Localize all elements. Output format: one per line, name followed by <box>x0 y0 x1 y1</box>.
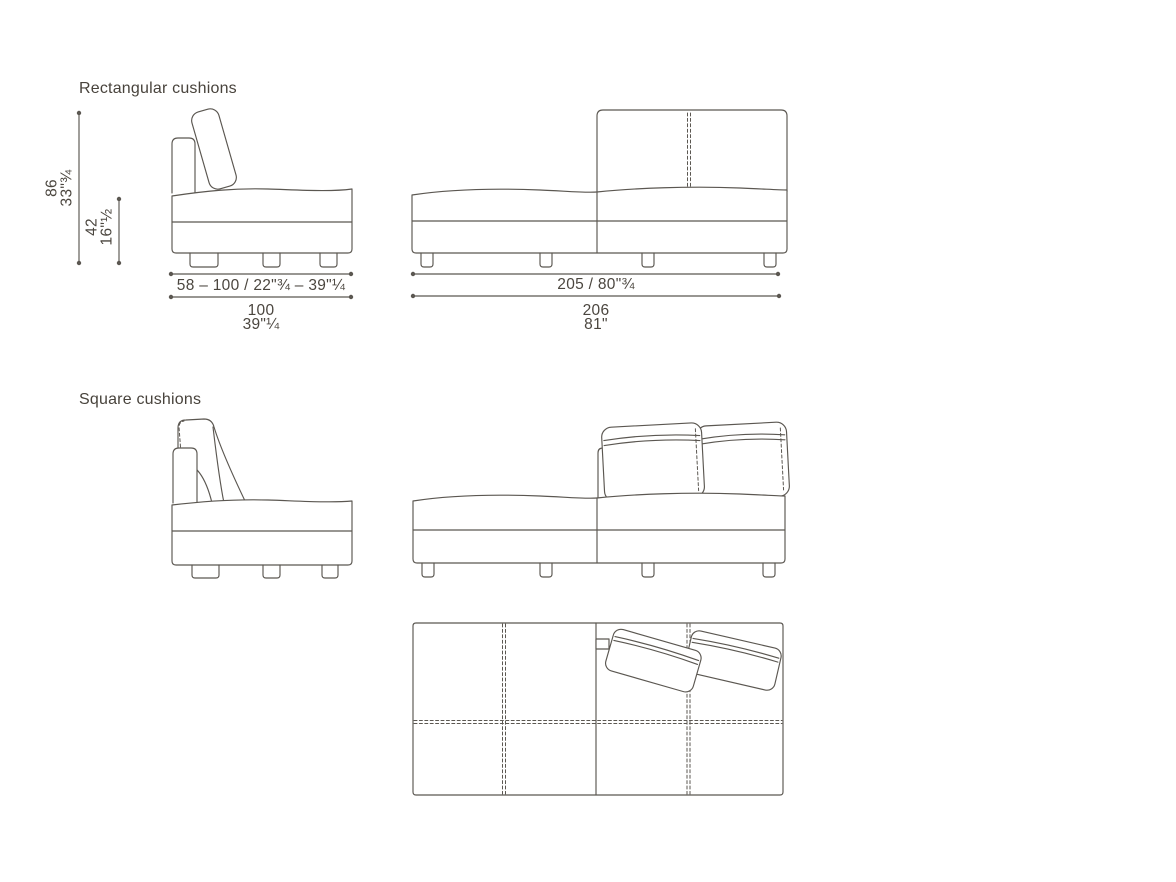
dim-label-depth-range: 58 – 100 / 22"¾ – 39"¼ <box>176 277 346 294</box>
foot <box>263 253 280 267</box>
foot <box>763 563 775 577</box>
section-title-square: Square cushions <box>79 391 202 408</box>
dim-seat-height-in: 16"½ <box>98 208 116 246</box>
dim-line-depth-total <box>169 295 353 299</box>
dim-line-total-height <box>77 111 81 265</box>
foot <box>190 253 218 267</box>
foot <box>764 253 776 267</box>
foot <box>320 253 337 267</box>
dim-total-height-cm: 86 <box>43 179 61 197</box>
square-cushion-right <box>696 422 790 501</box>
seat-base <box>172 500 352 565</box>
foot <box>322 565 338 578</box>
foot <box>540 563 552 577</box>
square-cushion-left <box>601 422 705 501</box>
rect-back-cushion <box>190 107 239 192</box>
foot <box>642 253 654 267</box>
foot <box>642 563 654 577</box>
dim-label-depth-in: 39"¼ <box>242 316 280 333</box>
seat-base <box>413 493 785 563</box>
foot <box>422 563 434 577</box>
dim-line-depth-range <box>169 272 353 276</box>
dim-label-depth-cm: 100 <box>247 302 275 319</box>
dim-label-total-height <box>43 169 76 207</box>
foot <box>421 253 433 267</box>
dim-total-height-in: 33"¾ <box>58 169 76 207</box>
foot <box>192 565 219 578</box>
rect-section-drawings <box>77 107 787 300</box>
rect-side-view-drawing <box>172 107 352 267</box>
backrest-post-top <box>596 639 609 649</box>
rect-front-view-drawing <box>412 110 787 267</box>
square-front-view-drawing <box>413 422 790 577</box>
dim-label-width-in: 81" <box>584 316 608 333</box>
section-title-rectangular: Rectangular cushions <box>79 80 237 97</box>
dim-seat-height-cm: 42 <box>83 218 101 236</box>
dim-label-width-seat: 205 / 80"¾ <box>557 276 635 293</box>
dim-line-width-total <box>411 294 781 298</box>
square-section-drawings <box>172 419 790 795</box>
seat-base <box>412 187 787 253</box>
seat-base <box>172 189 352 253</box>
backrest-post <box>173 448 197 503</box>
backrest-post <box>172 138 195 193</box>
foot <box>540 253 552 267</box>
square-top-view-drawing <box>413 623 783 795</box>
foot <box>263 565 280 578</box>
dim-label-seat-height <box>83 208 116 246</box>
dim-line-seat-height <box>117 197 121 265</box>
dim-label-width-cm: 206 <box>582 302 610 319</box>
backrest <box>597 110 787 192</box>
square-side-view-drawing <box>172 419 352 578</box>
